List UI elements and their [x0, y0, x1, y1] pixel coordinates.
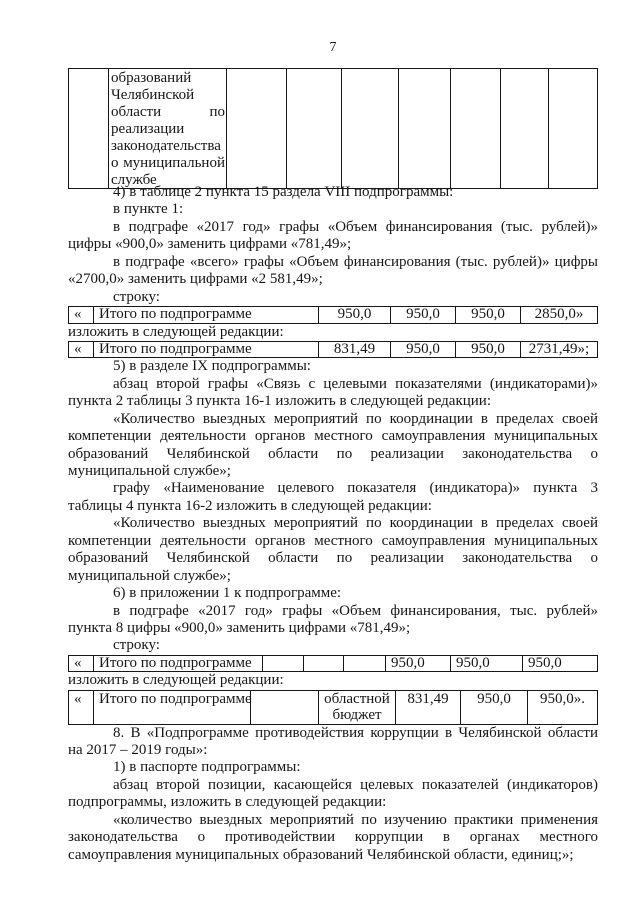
item-8-heading: 8. В «Подпрограмме противодействия коррупции в Челябинской области	[113, 724, 598, 741]
table-row-new-totals	[68, 341, 598, 358]
table-cell-description	[108, 69, 226, 188]
value-cell: 950,0	[460, 691, 527, 724]
table-cell	[341, 69, 398, 188]
value-cell: 950,0	[522, 656, 597, 671]
value-cell: 831,49	[318, 342, 390, 357]
row-label: Итого по подпрограмме	[93, 307, 318, 322]
paragraph-line: абзац второй позиции, касающейся целевых показателей (индикаторов)	[113, 776, 598, 793]
funding-source-cell: областной бюджет	[318, 691, 395, 724]
value-cell: 950,0	[450, 656, 522, 671]
value-cell: 831,49	[395, 691, 460, 724]
quote-line: образований Челябинской области по реализации законодательства о	[68, 550, 598, 567]
value-cell: 950,0	[390, 307, 455, 322]
paragraph-line: в подграфе «2017 год» графы «Объем финансирования (тыс. рублей)»	[113, 218, 598, 235]
paragraph-line: 1) в паспорте подпрограммы:	[113, 759, 301, 776]
row-marker: «	[68, 691, 93, 724]
quote-line: компетенции деятельности органов местного самоуправления муниципальных	[68, 532, 598, 549]
description-line: Челябинской	[111, 87, 195, 103]
quote-line: законодательства о противодействии коррупции в органах местного	[68, 829, 598, 846]
description-line: о муниципальной	[111, 155, 225, 171]
item-6-heading: 6) в приложении 1 к подпрограмме:	[113, 585, 342, 602]
description-line: образований	[111, 70, 192, 86]
item-5-heading: 5) в разделе IX подпрограммы:	[113, 358, 311, 375]
paragraph-line: в подграфе «всего» графы «Объем финансирования (тыс. рублей)» цифры	[113, 253, 598, 270]
paragraph-line: в подграфе «2017 год» графы «Объем финансирования, тыс. рублей»	[113, 602, 598, 619]
table-cell	[262, 656, 303, 671]
paragraph-line: «2700,0» заменить цифрами «2 581,49»;	[68, 271, 323, 288]
quote-line: муниципальной службе»;	[68, 463, 231, 479]
paragraph-line: строку:	[113, 637, 160, 654]
paragraph-line: пункта 8 цифры «900,0» заменить цифрами «781,49»;	[68, 619, 411, 636]
table-cell	[226, 69, 286, 188]
value-cell: 950,0	[385, 656, 450, 671]
table-cell	[398, 69, 450, 188]
paragraph-line: абзац второй графы «Связь с целевыми показателями (индикаторами)»	[113, 375, 598, 392]
description-line: службе	[111, 172, 157, 188]
quote-line: образований Челябинской области по реализации законодательства о	[68, 445, 598, 462]
table-row-new-totals	[68, 690, 598, 725]
row-label: Итого по подпрограмме	[93, 691, 250, 724]
item-4-heading: 4) в таблице 2 пункта 15 раздела VIII подпрограммы:	[113, 184, 454, 200]
paragraph-line: таблицы 4 пункта 16-2 изложить в следующей редакции:	[68, 497, 432, 514]
paragraph-line: изложить в следующей редакции:	[68, 323, 284, 340]
description-line: реализации	[111, 121, 185, 137]
value-cell: 2731,49»;	[520, 342, 597, 357]
table-row-old-totals	[68, 306, 598, 323]
item-8-heading: на 2017 – 2019 годы»:	[68, 742, 208, 759]
paragraph-line: в пункте 1:	[113, 201, 184, 218]
page-number: 7	[329, 40, 337, 55]
quote-line: самоуправления муниципальных образований Челябинской области, единиц;»;	[68, 846, 574, 863]
description-line: законодательства	[111, 138, 221, 154]
paragraph-line: пункта 2 таблицы 3 пункта 16-1 изложить в следующей редакции:	[68, 393, 491, 410]
table-cell	[500, 69, 548, 188]
paragraph-line: подпрограммы, изложить в следующей редакции:	[68, 794, 387, 811]
value-cell: 950,0	[390, 342, 455, 357]
quote-line: «количество выездных мероприятий по изучению практики применения	[113, 811, 598, 828]
paragraph-line: изложить в следующей редакции:	[68, 672, 284, 689]
row-label: Итого по подпрограмме	[93, 656, 262, 671]
value-cell: 2850,0»	[520, 307, 597, 322]
value-cell: 950,0	[455, 342, 520, 357]
row-marker: «	[68, 307, 93, 322]
row-marker: «	[68, 342, 93, 357]
table-cell	[450, 69, 500, 188]
table-cell	[343, 656, 385, 671]
description-line: области по	[111, 104, 225, 120]
value-cell: 950,0».	[527, 691, 597, 724]
table-cell	[548, 69, 597, 188]
row-marker: «	[68, 656, 93, 671]
paragraph-line: строку:	[113, 288, 160, 305]
value-cell: 950,0	[318, 307, 390, 322]
row-label: Итого по подпрограмме	[93, 342, 318, 357]
paragraph-line: графу «Наименование целевого показателя (индикатора)» пункта 3	[113, 480, 598, 497]
table-row-old-totals	[68, 655, 598, 672]
quote-line: «Количество выездных мероприятий по координации в пределах своей	[113, 515, 598, 532]
table-cell	[68, 69, 108, 188]
quote-line: компетенции деятельности органов местного самоуправления муниципальных	[68, 428, 598, 445]
paragraph-line: цифры «900,0» заменить цифрами «781,49»;	[68, 236, 352, 253]
document-body	[68, 184, 598, 864]
table-cell	[303, 656, 343, 671]
value-cell: 950,0	[455, 307, 520, 322]
continuation-table	[68, 68, 598, 189]
table-cell	[250, 691, 318, 724]
quote-line: муниципальной службе»;	[68, 567, 231, 584]
quote-line: «Количество выездных мероприятий по координации в пределах своей	[113, 410, 598, 427]
table-cell	[286, 69, 341, 188]
